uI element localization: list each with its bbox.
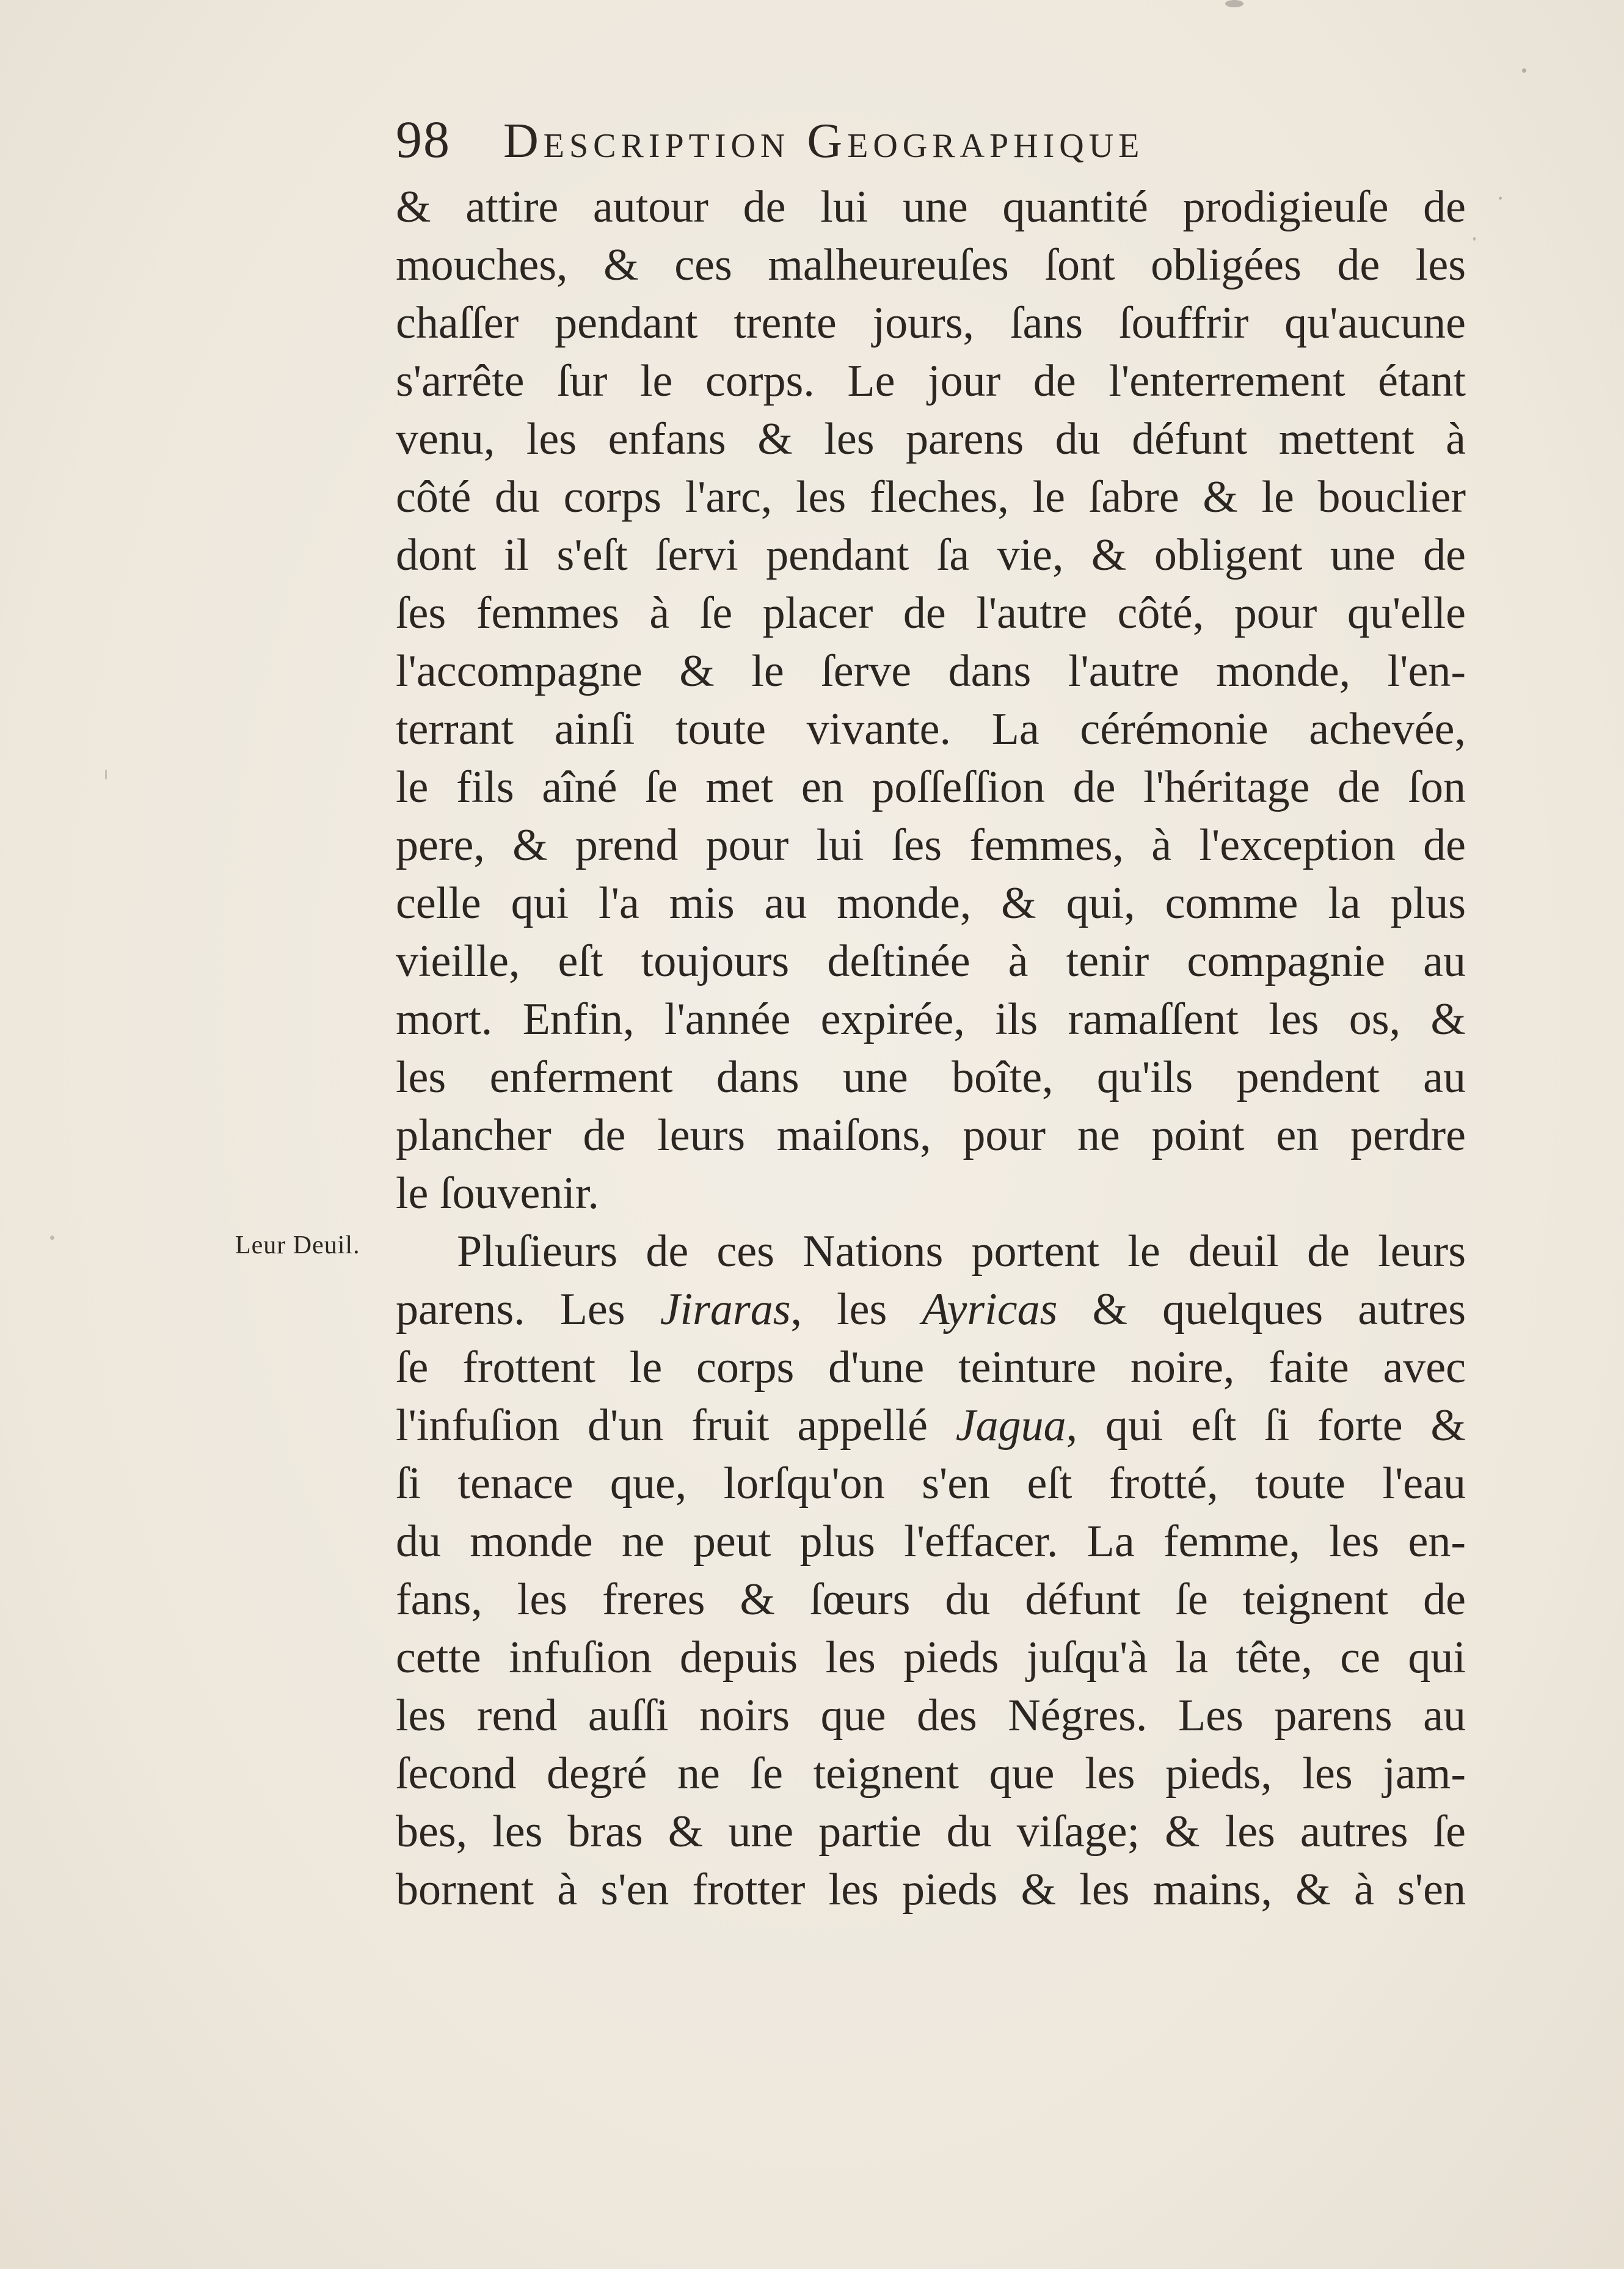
text-line: cette infuſion depuis les pieds juſqu'à la tête, ce qui [396, 1633, 1466, 1683]
text-line: mort. Enfin, l'année expirée, ils ramaſſent les os, & [396, 994, 1466, 1044]
text-line: ſi tenace que, lorſqu'on s'en eſt frotté, toute l'eau [396, 1459, 1466, 1509]
paper-speck [50, 1236, 54, 1240]
text-line: terrant ainſi toute vivante. La cérémonie achevée, [396, 704, 1466, 754]
margin-note: Leur Deuil. [235, 1231, 360, 1259]
paper-speck [1522, 68, 1526, 73]
text-line: côté du corps l'arc, les fleches, le ſabre & le bouclier [396, 472, 1466, 522]
text-line [396, 1397, 1466, 1455]
body-text [396, 178, 1466, 1919]
text-line: mouches, & ces malheureuſes ſont obligées de les [396, 240, 1466, 290]
text-run: parens. Les [396, 1284, 660, 1335]
text-run: , qui eſt ſi forte & [1066, 1400, 1466, 1451]
text-line: l'accompagne & le ſerve dans l'autre monde, l'en- [396, 646, 1466, 696]
text-run: & quelques autres [1057, 1284, 1466, 1335]
text-line: le ſouvenir. [396, 1168, 599, 1218]
tribe-name-ayricas: Ayricas [922, 1284, 1058, 1335]
paper-speck [1225, 0, 1243, 7]
text-line: ſe frottent le corps d'une teinture noire, faite avec [396, 1342, 1466, 1393]
text-line: le fils aîné ſe met en poſſeſſion de l'héritage de ſon [396, 762, 1466, 812]
text-run: , les [790, 1284, 922, 1335]
running-header [396, 109, 1471, 170]
text-line: ſecond degré ne ſe teignent que les pieds, les jam- [396, 1749, 1466, 1799]
text-line: & attire autour de lui une quantité prodigieuſe de [396, 182, 1466, 232]
text-line: du monde ne peut plus l'effacer. La femme, les en- [396, 1517, 1466, 1567]
text-line: Pluſieurs de ces Nations portent le deuil de leurs [457, 1226, 1466, 1277]
text-line: fans, les freres & ſœurs du défunt ſe teignent de [396, 1575, 1466, 1625]
paper-speck [1499, 197, 1502, 200]
running-title: Description Geographique [503, 114, 1145, 168]
text-line: dont il s'eſt ſervi pendant ſa vie, & obligent une de [396, 530, 1466, 580]
text-line: chaſſer pendant trente jours, ſans ſouffrir qu'aucune [396, 298, 1466, 348]
text-line: ſes femmes à ſe placer de l'autre côté, pour qu'elle [396, 588, 1466, 638]
text-line: les enferment dans une boîte, qu'ils pendent au [396, 1052, 1466, 1102]
text-line: celle qui l'a mis au monde, & qui, comme la plus [396, 878, 1466, 928]
text-line: s'arrête ſur le corps. Le jour de l'enterrement étant [396, 356, 1466, 406]
paper-speck [1473, 237, 1476, 241]
paper-speck [105, 770, 107, 779]
tribe-name-jiraras: Jiraras [660, 1284, 791, 1335]
text-line: pere, & prend pour lui ſes femmes, à l'exception de [396, 820, 1466, 870]
text-run: l'infuſion d'un fruit appellé [396, 1400, 956, 1451]
text-line: plancher de leurs maiſons, pour ne point en perdre [396, 1110, 1466, 1160]
text-line [396, 1281, 1466, 1339]
text-line: les rend auſſi noirs que des Négres. Les parens au [396, 1691, 1466, 1741]
fruit-name-jagua: Jagua [955, 1400, 1066, 1451]
text-line: vieille, eſt toujours deſtinée à tenir compagnie au [396, 936, 1466, 986]
text-line: bes, les bras & une partie du viſage; & les autres ſe [396, 1807, 1466, 1857]
text-line: venu, les enfans & les parens du défunt mettent à [396, 414, 1466, 464]
page-number: 98 [396, 110, 451, 169]
text-line: bornent à s'en frotter les pieds & les mains, & à s'en [396, 1865, 1466, 1915]
